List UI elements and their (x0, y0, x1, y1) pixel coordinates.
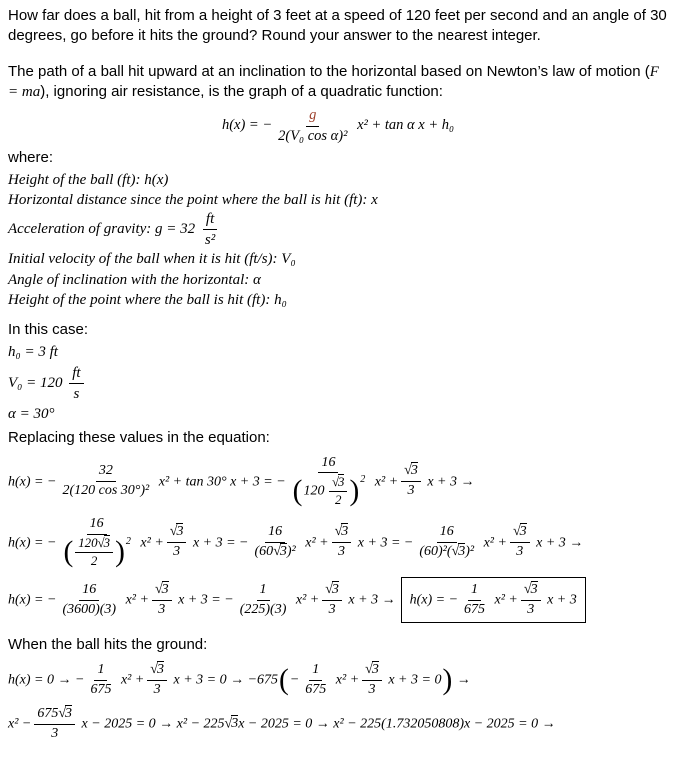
numerator (306, 107, 319, 126)
sqrt-radical (365, 661, 379, 677)
radical-sign: √ (512, 524, 520, 540)
math-text: x + 3 = 0 (384, 672, 442, 688)
math-text: x − 2025 = 0 → x² − 225(1.732050808)x − 2025 = 0 → (238, 716, 556, 732)
sqrt-radical (325, 581, 339, 597)
math-text: x + 3 = − (174, 592, 234, 608)
numerator (322, 582, 342, 601)
denominator (366, 681, 379, 699)
big-paren: ) (349, 475, 360, 508)
math-text: x + 3 → (532, 534, 584, 550)
math-text: h(x) = − (8, 534, 57, 550)
substitution-step-3-with-boxed-result (8, 577, 668, 624)
numerator (332, 524, 352, 543)
case-initial-height (8, 342, 668, 363)
radical-sign: √ (365, 662, 372, 678)
denominator (275, 127, 350, 145)
math-text: 3 (527, 601, 535, 617)
math-text: x² + (332, 672, 360, 688)
math-text: x + 3 (543, 592, 577, 608)
sqrt-radical (150, 661, 164, 677)
sqrt-radical (170, 523, 184, 539)
radicand: 3 (331, 581, 339, 597)
fraction (167, 524, 187, 561)
numerator (96, 463, 116, 482)
math-text: x + 3 = − (189, 534, 249, 550)
math-text: 3 (368, 682, 376, 698)
math-text: α = 30° (8, 405, 55, 422)
sqrt-radical (58, 705, 72, 721)
math-text: x² + (301, 534, 329, 550)
math-text: − (289, 672, 300, 688)
math-text: 1 (312, 662, 320, 678)
numerator (318, 455, 338, 474)
math-text: 675 (90, 682, 112, 698)
math-text: ft (72, 364, 81, 381)
math-text: x² + tan 30° x + 3 = − (155, 473, 286, 489)
radicand: 3 (156, 662, 164, 678)
numerator (401, 463, 421, 482)
substitution-step-1 (8, 455, 668, 509)
numerator (69, 364, 83, 384)
denominator (170, 543, 183, 561)
math-text: 32 (98, 463, 113, 479)
numerator (329, 475, 348, 492)
math-text: (60 (254, 544, 274, 560)
math-text: h(x) = − (221, 117, 273, 134)
denominator (332, 492, 344, 508)
math-text: 3 (516, 544, 524, 560)
definition-angle (8, 270, 668, 290)
fraction (59, 582, 119, 619)
fraction (69, 364, 83, 403)
math-text: 16 (89, 515, 104, 531)
denominator (513, 543, 526, 561)
fraction (401, 463, 421, 500)
big-paren: ) (115, 536, 125, 569)
radical-sign: √ (150, 662, 157, 678)
radicand: 3 (279, 544, 287, 560)
numerator (468, 582, 481, 601)
variable-definitions (8, 170, 668, 310)
big-paren: ( (63, 536, 74, 569)
math-text: s² (204, 232, 216, 249)
radical-sign: √ (331, 474, 339, 489)
big-paren: ( (292, 475, 303, 508)
denominator (202, 230, 218, 249)
math-text: Initial velocity of the ball when it is hit (ft/s): V₀ (8, 251, 296, 268)
math-text: 3 (328, 601, 336, 617)
denominator (48, 725, 61, 743)
radicand: 3 (65, 705, 73, 721)
sqrt-radical (513, 523, 527, 539)
numerator (147, 662, 167, 681)
sqrt-radical (273, 543, 287, 559)
math-text: Angle of inclination with the horizontal: α (8, 271, 261, 288)
fraction (275, 107, 350, 145)
radical-sign: √ (224, 716, 232, 732)
math-text: h(x) = − (8, 473, 57, 489)
math-text: 2(120 cos 30°)² (62, 483, 150, 499)
denominator (71, 384, 83, 403)
radical-sign: √ (97, 535, 104, 550)
math-text: 3 (158, 601, 166, 617)
numerator (152, 582, 172, 601)
denominator (59, 601, 119, 619)
math-text: )² (286, 544, 296, 560)
denominator (326, 601, 339, 619)
math-text: (60)²( (419, 544, 452, 560)
math-text: 2 (334, 493, 342, 508)
math-text: (3600)(3) (62, 601, 117, 617)
fraction (521, 582, 541, 619)
math-text: 16 (82, 581, 97, 597)
fraction (416, 524, 477, 561)
definition-initial-velocity (8, 249, 668, 269)
denominator (87, 681, 114, 699)
math-text: h(x) = − (8, 592, 57, 608)
denominator (59, 535, 133, 570)
fraction (237, 582, 290, 619)
radical-sign: √ (169, 524, 177, 540)
numerator (510, 524, 530, 543)
fraction (461, 582, 488, 619)
math-text: 16 (268, 524, 283, 540)
numerator (34, 706, 75, 725)
intro-text-after: ), ignoring air resistance, is the graph of a quadratic function: (40, 83, 443, 101)
definition-ball-height (8, 170, 668, 190)
radicand: 3 (231, 716, 239, 732)
radicand: 3 (519, 524, 527, 540)
numerator (94, 662, 107, 681)
intro-paragraph (8, 62, 668, 104)
exponent: 2 (360, 474, 366, 486)
math-text: ft (205, 211, 215, 228)
fraction (332, 524, 352, 561)
math-text: x² − (8, 716, 32, 732)
math-text: h(x) = − (409, 592, 459, 608)
sqrt-radical (332, 474, 345, 489)
radicand: 3 (338, 474, 345, 489)
radical-sign: √ (523, 581, 531, 597)
numerator (521, 582, 541, 601)
math-text: x² + (136, 534, 164, 550)
fraction (510, 524, 530, 561)
math-text: Height of the point where the ball is hit (ft): h₀ (8, 291, 287, 308)
denominator (289, 473, 369, 508)
math-text: x² + (371, 473, 399, 489)
intro-inline-math: F = ma (8, 63, 659, 101)
fraction (289, 455, 369, 509)
math-text: 2(V₀ cos α)² (278, 127, 348, 144)
math-text: )² (465, 544, 475, 560)
given-values (8, 342, 668, 425)
case-initial-velocity (8, 364, 668, 403)
radical-sign: √ (154, 581, 162, 597)
math-text: 3 (51, 725, 59, 741)
math-text: 3 (337, 544, 345, 560)
math-text: 16 (439, 524, 454, 540)
math-text: (225)(3) (239, 601, 287, 617)
ground-equation-step-1 (8, 662, 668, 699)
math-text: x − 2025 = 0 → x² − 225 (78, 716, 225, 732)
fraction (87, 662, 114, 699)
denominator (416, 543, 477, 561)
fraction (322, 582, 342, 619)
definition-horizontal-distance (8, 190, 668, 210)
denominator (335, 543, 348, 561)
math-text: 675 (464, 601, 486, 617)
denominator (524, 601, 537, 619)
fraction (202, 210, 218, 249)
radical-sign: √ (273, 544, 280, 560)
math-text: x² + (122, 592, 149, 608)
math-text: x² + (491, 592, 518, 608)
radicand: 3 (161, 581, 169, 597)
radicand: 3 (371, 662, 379, 678)
fraction (147, 662, 167, 699)
replacing-label: Replacing these values in the equation: (8, 428, 270, 446)
radicand: 3 (341, 524, 349, 540)
fraction (252, 524, 299, 561)
intro-text-before: The path of a ball hit upward at an inclination to the horizontal based on Newton’s law of motion ( (8, 62, 650, 80)
math-text: x + 3 → (423, 473, 475, 489)
sqrt-radical (155, 581, 169, 597)
fraction (152, 582, 172, 619)
math-text: x² + tan α x + h₀ (353, 117, 455, 134)
math-text: 1 (259, 581, 267, 597)
definition-hit-height (8, 290, 668, 310)
numerator (265, 524, 285, 543)
ground-equation-step-2 (8, 706, 668, 743)
denominator (461, 601, 488, 619)
exponent: 2 (125, 535, 131, 547)
sqrt-radical (225, 715, 239, 731)
math-text: g (309, 107, 317, 124)
math-text: x + 3 → (344, 592, 396, 608)
math-text: x² + (480, 534, 507, 550)
radicand: 3 (176, 524, 184, 540)
denominator (405, 482, 418, 500)
denominator (237, 601, 290, 619)
math-text: s (73, 385, 80, 402)
problem-statement: How far does a ball, hit from a height of 3 feet at a speed of 120 feet per second and an angle of 30 degrees, go before it hits the ground? Round your answer to the nearest integer. (8, 7, 667, 44)
radical-sign: √ (58, 705, 66, 721)
definition-gravity (8, 210, 668, 249)
numerator (167, 524, 187, 543)
math-text: 675 (37, 705, 59, 721)
radical-sign: √ (451, 544, 459, 560)
numerator (257, 582, 270, 601)
fraction (34, 706, 75, 743)
in-this-case-label: In this case: (8, 321, 89, 339)
case-angle (8, 404, 668, 425)
fraction (302, 662, 329, 699)
numerator (309, 662, 322, 681)
denominator (302, 681, 329, 699)
math-text: 3 (173, 544, 181, 560)
numerator (362, 662, 382, 681)
math-text: x² + (117, 672, 145, 688)
radicand: 3 (458, 544, 466, 560)
denominator (151, 681, 164, 699)
numerator (79, 582, 99, 601)
radical-sign: √ (325, 581, 332, 597)
math-text: Acceleration of gravity: g = 32 (8, 221, 199, 238)
denominator (252, 543, 299, 561)
fraction (329, 475, 348, 509)
radicand: 3 (410, 463, 418, 479)
fraction (59, 463, 152, 500)
denominator (155, 601, 168, 619)
sqrt-radical (524, 581, 538, 597)
sqrt-radical (98, 535, 111, 550)
numerator (437, 524, 457, 543)
numerator (75, 536, 113, 553)
math-text: 120 (78, 535, 98, 550)
math-text: h₀ = 3 ft (8, 343, 58, 360)
numerator (203, 210, 217, 230)
math-text: 1 (471, 581, 479, 597)
radical-sign: √ (404, 463, 411, 479)
math-text: 120 (303, 484, 328, 499)
math-text: → (453, 672, 471, 688)
math-text: 2 (90, 554, 98, 569)
radical-sign: √ (334, 524, 342, 540)
ground-condition-label: When the ball hits the ground: (8, 636, 208, 654)
big-paren: ( (279, 663, 289, 696)
denominator (59, 482, 152, 500)
where-label: where: (8, 148, 54, 166)
fraction (362, 662, 382, 699)
substitution-step-2 (8, 516, 668, 570)
sqrt-radical (335, 523, 349, 539)
radicand: 3 (530, 581, 538, 597)
math-text: 3 (153, 682, 161, 698)
math-text: x + 3 = − (354, 534, 414, 550)
quadratic-function-equation (8, 107, 668, 145)
big-paren: ) (442, 663, 453, 696)
math-text: 3 (407, 483, 415, 499)
math-text: x + 3 = 0 → −675 (169, 672, 279, 688)
math-text: 1 (97, 662, 105, 678)
math-text: Height of the ball (ft): h(x) (8, 171, 169, 188)
sqrt-radical (404, 462, 418, 478)
numerator (87, 516, 107, 535)
math-text: Horizontal distance since the point where the ball is hit (ft): x (8, 192, 378, 209)
denominator (88, 553, 100, 569)
math-text: V₀ = 120 (8, 374, 67, 391)
math-text: x² + (292, 592, 320, 608)
sqrt-radical (452, 543, 466, 559)
fraction (75, 536, 113, 570)
math-text: h(x) = 0 → − (8, 672, 85, 688)
radicand: 3 (103, 535, 111, 550)
math-text: 675 (305, 682, 327, 698)
math-text: 16 (321, 454, 336, 470)
fraction (59, 516, 133, 570)
boxed-final-equation (401, 577, 586, 624)
